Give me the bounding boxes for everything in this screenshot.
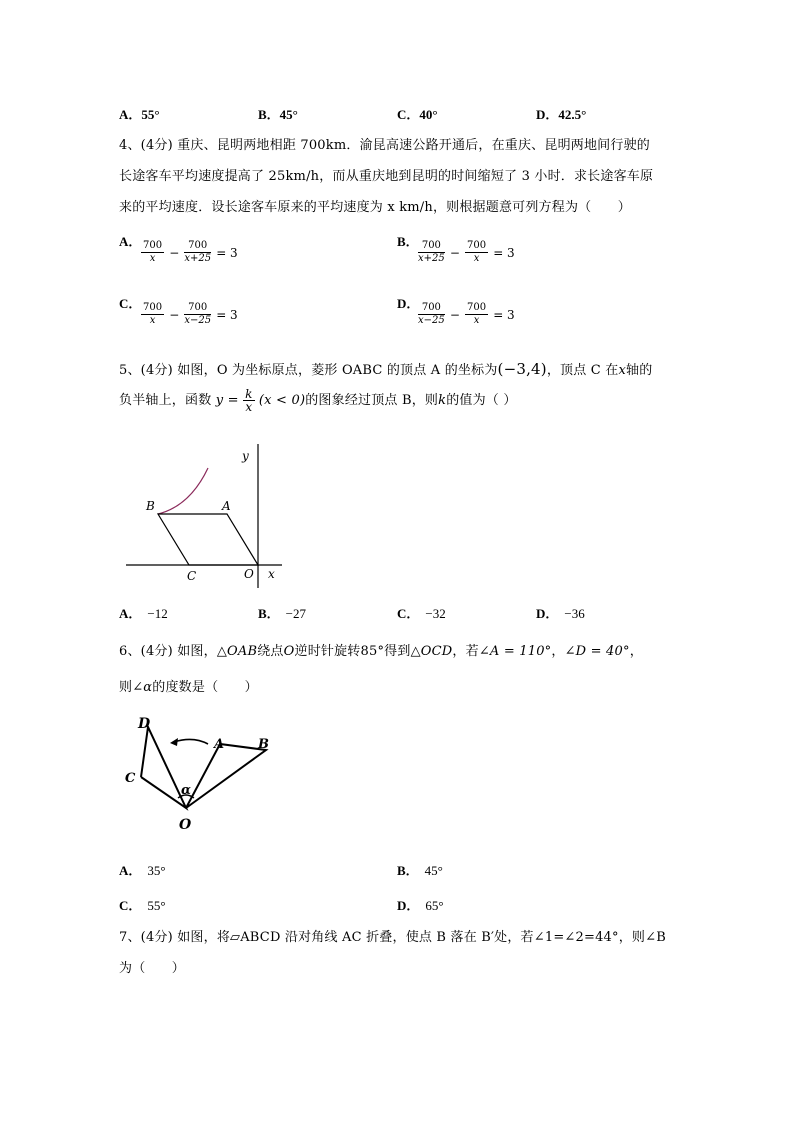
rotation-arrow <box>174 739 208 744</box>
triangle-oab <box>186 744 266 808</box>
q6-figure <box>118 710 278 835</box>
rotation-arrowhead <box>170 738 178 746</box>
label-o: O <box>244 567 254 581</box>
q6-option-d: D． 65° <box>397 898 444 913</box>
q4-line-2: 长途客车平均速度提高了 25km/h，而从重庆地到昆明的时间缩短了 3 小时．求长途客车原 <box>119 169 654 184</box>
q5-figure <box>120 440 290 590</box>
q5-line-2: 负半轴上，函数 y = $\frac{k}{x}$ (x < 0)的图象经过顶点 B，则k的值为（ ） <box>119 387 517 414</box>
q6-option-c: C． 55° <box>119 898 166 913</box>
q6-line-2: 则∠α的度数是（ ） <box>119 680 258 695</box>
q6-option-a: A． 35° <box>119 863 166 878</box>
label-c: C <box>187 569 197 583</box>
q4-option-a-equation: $\frac{700}{x}$ − $\frac{700}{x+25}$ = 3 <box>143 240 238 264</box>
q3-option-c: C．40° <box>397 107 438 122</box>
q5-option-a: A． −12 <box>119 606 168 621</box>
triangle-ocd <box>141 727 186 808</box>
label-y: y <box>242 449 249 463</box>
hyperbola-curve <box>158 468 208 514</box>
q5-option-d: D． −36 <box>536 606 585 621</box>
label-alpha: α <box>181 783 192 798</box>
q4-option-d-equation: $\frac{700}{x-25}$ − $\frac{700}{x}$ = 3 <box>418 302 515 326</box>
q4-option-c-label: C． <box>119 296 142 311</box>
label-o: O <box>179 817 192 833</box>
q3-option-a: A．55° <box>119 107 160 122</box>
label-d: D <box>138 716 151 732</box>
q4-option-a-label: A． <box>119 234 142 249</box>
q4-option-c-equation: $\frac{700}{x}$ − $\frac{700}{x-25}$ = 3 <box>143 302 238 326</box>
rhombus-oabc <box>158 514 258 565</box>
q7-line-2: 为（ ） <box>119 961 186 976</box>
label-b: B <box>258 737 269 752</box>
q4-option-b-label: B． <box>397 234 419 249</box>
q4-line-3: 来的平均速度．设长途客车原来的平均速度为 x km/h，则根据题意可列方程为（ ） <box>119 200 631 215</box>
q4-line-1: 4、(4分) 重庆、昆明两地相距 700km．渝昆高速公路开通后，在重庆、昆明两地间行驶的 <box>119 138 650 153</box>
q3-option-d: D．42.5° <box>536 107 587 122</box>
q4-option-b-equation: $\frac{700}{x+25}$ − $\frac{700}{x}$ = 3 <box>418 240 515 264</box>
label-a: A <box>214 737 225 752</box>
q5-option-c: C． −32 <box>397 606 446 621</box>
q6-line-1: 6、(4分) 如图，△OAB绕点O逆时针旋转85°得到△OCD，若∠A = 110°，∠D = 40°， <box>119 644 643 659</box>
label-a: A <box>222 499 231 513</box>
q6-option-b: B． 45° <box>397 863 443 878</box>
label-x: x <box>268 567 275 581</box>
q4-option-d-label: D． <box>397 296 420 311</box>
q5-line-1: 5、(4分) 如图，O 为坐标原点，菱形 OABC 的顶点 A 的坐标为(−3,4)，顶点 C 在x轴的 <box>119 360 653 378</box>
q7-line-1: 7、(4分) 如图，将▱ABCD 沿对角线 AC 折叠，使点 B 落在 B′处，若∠1=∠2=44°，则∠B <box>119 930 666 945</box>
label-c: C <box>125 771 136 786</box>
label-b: B <box>146 499 155 513</box>
q5-option-b: B． −27 <box>258 606 307 621</box>
q3-option-b: B．45° <box>258 107 298 122</box>
